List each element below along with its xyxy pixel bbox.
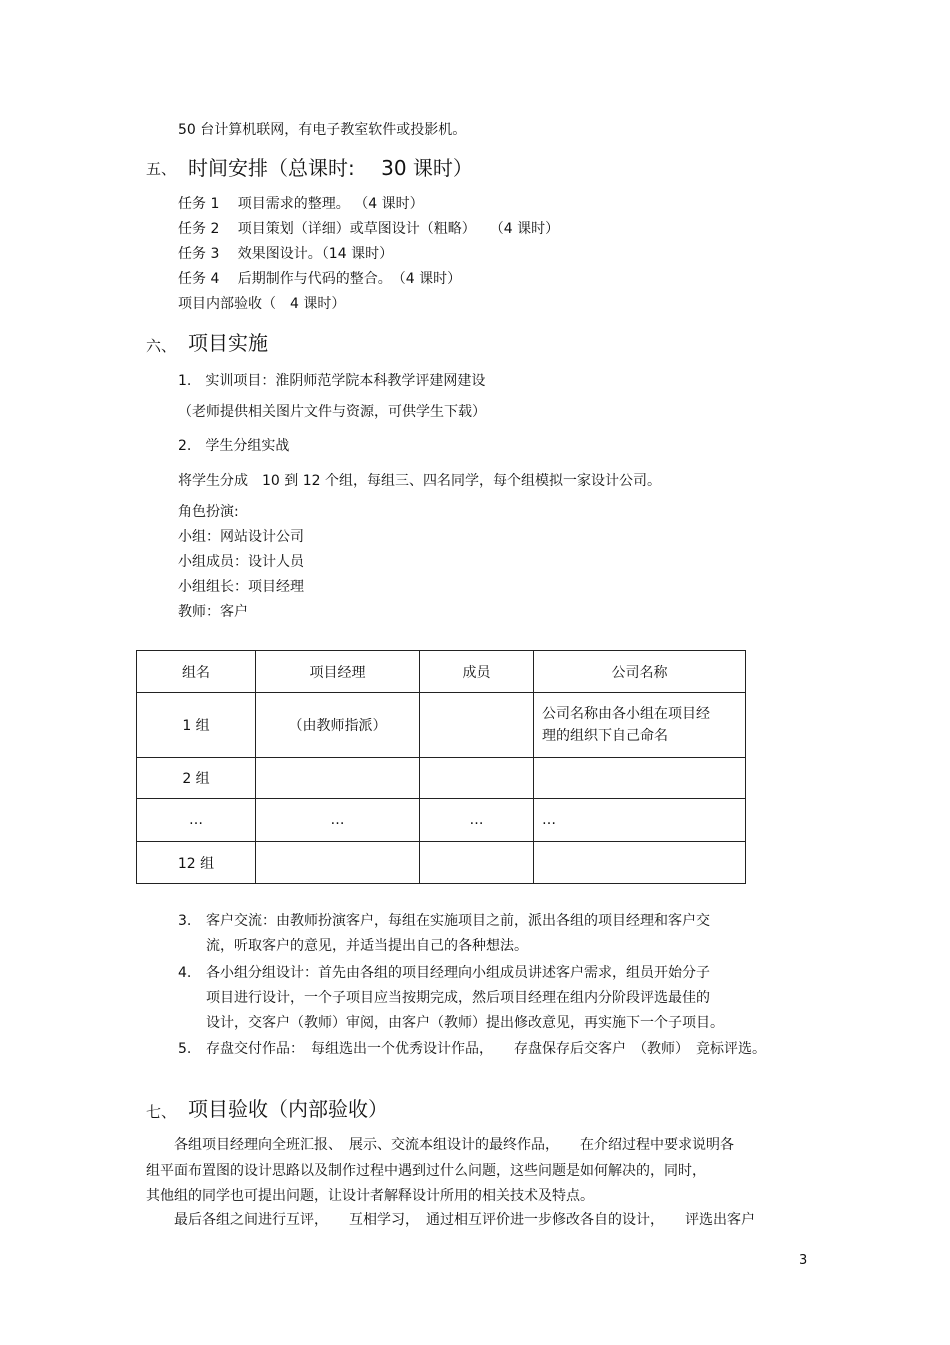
paragraph-line: 其他组的同学也可提出问题，让设计者解释设计所用的相关技术及特点。 [146, 1188, 594, 1204]
paragraph-line: 各组项目经理向全班汇报、 展示、交流本组设计的最终作品， 在介绍过程中要求说明各 [146, 1137, 734, 1153]
table-cell: 12 组 [137, 842, 256, 884]
section6-title: 项目实施 [188, 331, 268, 355]
table-header-cell: 项目经理 [256, 651, 420, 693]
implementation-item-2: 2. 学生分组实战 [178, 438, 290, 454]
table-header-cell: 公司名称 [534, 651, 746, 693]
table-cell: … [137, 799, 256, 842]
table-cell [534, 758, 746, 799]
list-number: 3. [178, 913, 192, 929]
table-cell: … [256, 799, 420, 842]
grouping-text: 将学生分成 10 到 12 个组，每组三、四名同学，每个组模拟一家设计公司。 [178, 473, 661, 489]
list-line: 流，听取客户的意见，并适当提出自己的各种想法。 [206, 938, 528, 954]
task-line: 任务 3 效果图设计。（14 课时） [178, 246, 394, 262]
paragraph-line: 组平面布置图的设计思路以及制作过程中遇到过什么问题，这些问题是如何解决的，同时， [146, 1163, 706, 1179]
table-row [137, 758, 746, 799]
task-line: 任务 2 项目策划（详细）或草图设计（粗略） （4 课时） [178, 221, 560, 237]
paragraph-line: 最后各组之间进行互评， 互相学习， 通过相互评价进一步修改各自的设计， 评选出客户 [146, 1212, 755, 1228]
implementation-item-1-note: （老师提供相关图片文件与资源，可供学生下载） [178, 404, 486, 420]
task-line: 项目内部验收（ 4 课时） [178, 296, 346, 312]
list-line: 项目进行设计，一个子项目应当按期完成，然后项目经理在组内分阶段评选最佳的 [206, 990, 710, 1006]
table-cell [420, 842, 534, 884]
role-line: 教师：客户 [178, 604, 248, 620]
task-line: 任务 1 项目需求的整理。 （4 课时） [178, 196, 424, 212]
table-cell: 公司名称由各小组在项目经理的组织下自己命名 [534, 693, 746, 758]
list-line: 各小组分组设计：首先由各组的项目经理向小组成员讲述客户需求，组员开始分子 [206, 965, 710, 981]
role-line: 小组成员：设计人员 [178, 554, 304, 570]
table-cell: … [420, 799, 534, 842]
table-header-cell: 成员 [420, 651, 534, 693]
table-cell: 2 组 [137, 758, 256, 799]
intro-line: 50 台计算机联网，有电子教室软件或投影机。 [178, 122, 467, 138]
roles-heading: 角色扮演: [178, 504, 239, 520]
table-row [137, 693, 746, 758]
task-line: 任务 4 后期制作与代码的整合。 （4 课时） [178, 271, 462, 287]
table-cell [420, 758, 534, 799]
section7-number: 七、 [146, 1103, 177, 1121]
section7-title: 项目验收（内部验收） [188, 1097, 388, 1121]
group-table [136, 650, 746, 884]
list-line: 客户交流：由教师扮演客户，每组在实施项目之前，派出各组的项目经理和客户交 [206, 913, 710, 929]
table-cell [256, 842, 420, 884]
list-number: 4. [178, 965, 192, 981]
table-header-cell: 组名 [137, 651, 256, 693]
section5-title: 时间安排（总课时: 30 课时） [188, 156, 473, 180]
table-cell: （由教师指派） [256, 693, 420, 758]
page-number: 3 [799, 1253, 808, 1268]
role-line: 小组组长：项目经理 [178, 579, 304, 595]
table-cell [420, 693, 534, 758]
table-cell: … [534, 799, 746, 842]
list-line: 设计，交客户（教师）审阅，由客户（教师）提出修改意见，再实施下一个子项目。 [206, 1015, 724, 1031]
section5-number: 五、 [146, 160, 177, 178]
table-cell [256, 758, 420, 799]
list-line: 存盘交付作品： 每组选出一个优秀设计作品， 存盘保存后交客户 （教师） 竞标评选。 [206, 1041, 766, 1057]
table-row [137, 799, 746, 842]
implementation-item-1: 1. 实训项目：淮阴师范学院本科教学评建网建设 [178, 373, 486, 389]
table-header-row [137, 651, 746, 693]
section6-number: 六、 [146, 337, 177, 355]
table-cell: 1 组 [137, 693, 256, 758]
role-line: 小组：网站设计公司 [178, 529, 304, 545]
table-row [137, 842, 746, 884]
table-cell [534, 842, 746, 884]
list-number: 5. [178, 1041, 192, 1057]
